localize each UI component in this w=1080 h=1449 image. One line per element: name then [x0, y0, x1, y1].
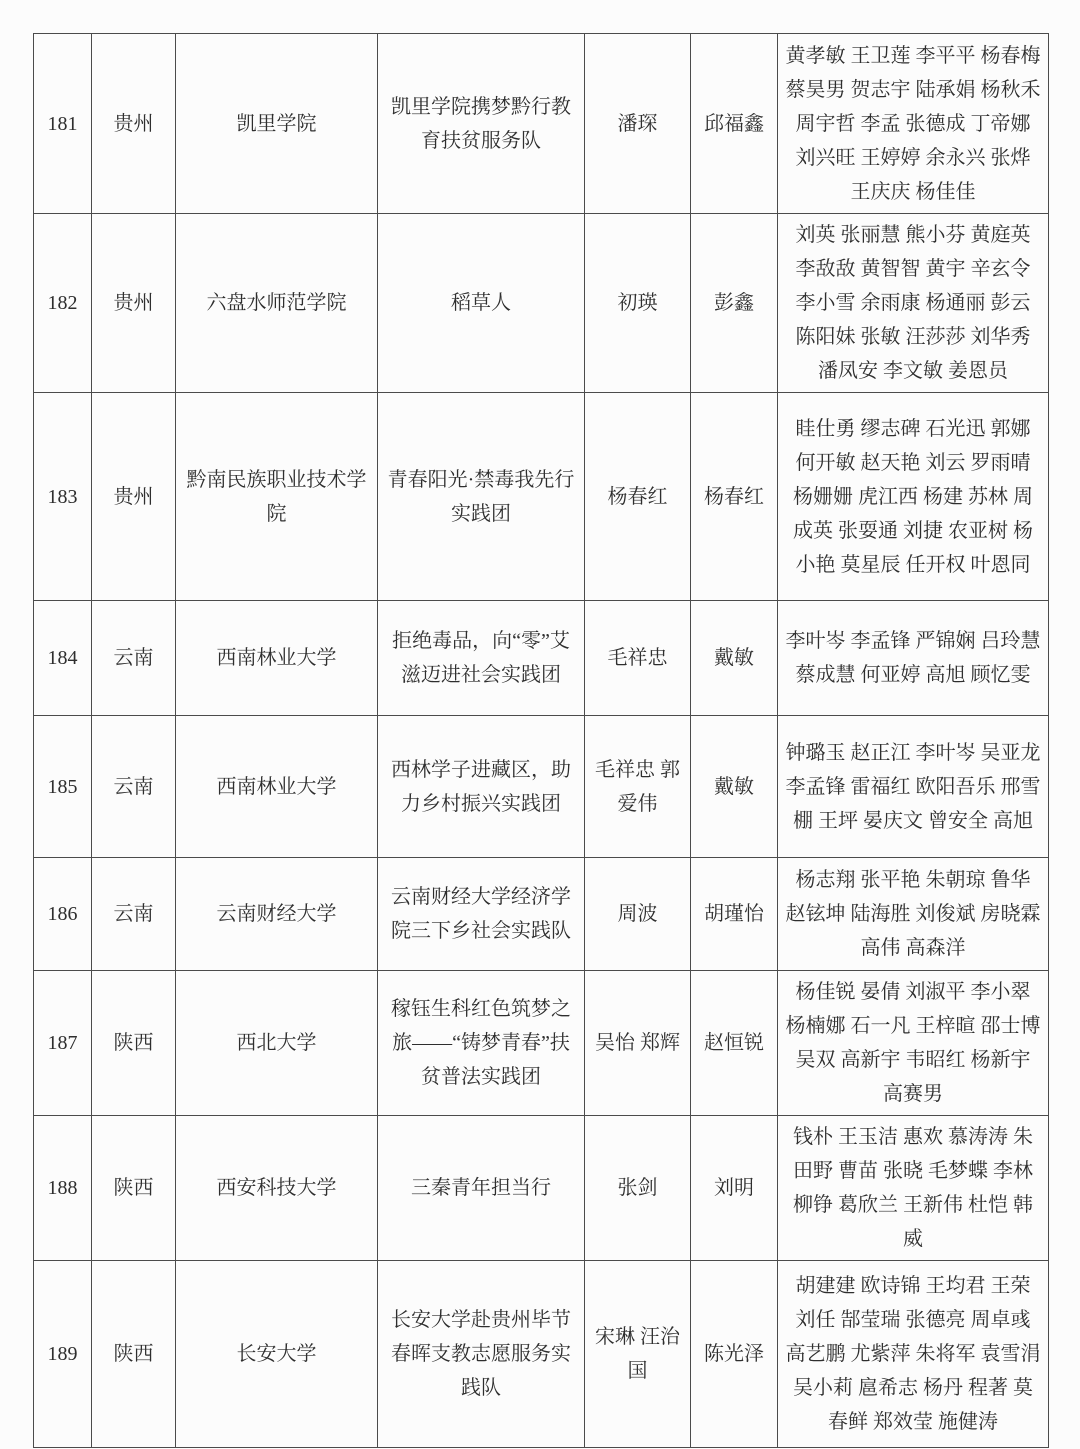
leader-cell: 彭鑫: [691, 214, 778, 393]
leader-cell: 陈光泽: [691, 1261, 778, 1448]
advisor-cell: 张剑: [585, 1116, 691, 1261]
leader-cell: 戴敏: [691, 716, 778, 858]
team-name-cell: 长安大学赴贵州毕节春晖支教志愿服务实践队: [378, 1261, 585, 1448]
leader-cell: 刘明: [691, 1116, 778, 1261]
advisor-cell: 初瑛: [585, 214, 691, 393]
row-number: 183: [34, 393, 92, 601]
school-name-cell: 云南财经大学: [176, 858, 378, 971]
advisor-cell: 毛祥忠: [585, 601, 691, 716]
advisor-cell: 毛祥忠 郭爱伟: [585, 716, 691, 858]
advisor-cell: 潘琛: [585, 34, 691, 214]
school-name-cell: 西安科技大学: [176, 1116, 378, 1261]
members-list-cell: 杨佳锐 晏倩 刘淑平 李小翠 杨楠娜 石一凡 王梓暄 邵士博 吴双 高新宇 韦昭红 杨新宇 高赛男: [778, 971, 1049, 1116]
row-number: 187: [34, 971, 92, 1116]
school-name-cell: 西南林业大学: [176, 716, 378, 858]
row-number: 185: [34, 716, 92, 858]
row-number: 188: [34, 1116, 92, 1261]
team-name-cell: 凯里学院携梦黔行教育扶贫服务队: [378, 34, 585, 214]
table-row: [34, 1116, 1049, 1261]
province-cell: 贵州: [92, 34, 176, 214]
team-roster-table: [33, 33, 1049, 1448]
table-row: [34, 716, 1049, 858]
row-number: 189: [34, 1261, 92, 1448]
table-row: [34, 858, 1049, 971]
school-name-cell: 六盘水师范学院: [176, 214, 378, 393]
members-list-cell: 李叶岑 李孟锋 严锦娴 吕玲慧 蔡成慧 何亚婷 高旭 顾忆雯: [778, 601, 1049, 716]
table-row: [34, 971, 1049, 1116]
members-list-cell: 黄孝敏 王卫莲 李平平 杨春梅 蔡昊男 贺志宇 陆承娟 杨秋禾 周宇哲 李孟 张德成 丁帝娜 刘兴旺 王婷婷 余永兴 张烨 王庆庆 杨佳佳: [778, 34, 1049, 214]
team-name-cell: 稻草人: [378, 214, 585, 393]
advisor-cell: 周波: [585, 858, 691, 971]
table-row: [34, 1261, 1049, 1448]
province-cell: 云南: [92, 716, 176, 858]
school-name-cell: 黔南民族职业技术学院: [176, 393, 378, 601]
table-row: [34, 393, 1049, 601]
table-row: [34, 34, 1049, 214]
advisor-cell: 吴怡 郑辉: [585, 971, 691, 1116]
leader-cell: 邱福鑫: [691, 34, 778, 214]
members-list-cell: 钱朴 王玉洁 惠欢 慕涛涛 朱田野 曹苗 张晓 毛梦蝶 李林 柳铮 葛欣兰 王新伟 杜恺 韩威: [778, 1116, 1049, 1261]
team-name-cell: 西林学子进藏区，助力乡村振兴实践团: [378, 716, 585, 858]
advisor-cell: 宋琳 汪治国: [585, 1261, 691, 1448]
province-cell: 陕西: [92, 971, 176, 1116]
team-name-cell: 三秦青年担当行: [378, 1116, 585, 1261]
province-cell: 陕西: [92, 1116, 176, 1261]
province-cell: 云南: [92, 858, 176, 971]
school-name-cell: 西北大学: [176, 971, 378, 1116]
team-name-cell: 拒绝毒品，向“零”艾滋迈进社会实践团: [378, 601, 585, 716]
province-cell: 贵州: [92, 393, 176, 601]
members-list-cell: 眭仕勇 缪志碑 石光迅 郭娜 何开敏 赵天艳 刘云 罗雨晴 杨姗姗 虎江西 杨建 苏林 周成英 张耍通 刘捷 农亚树 杨小艳 莫星辰 任开权 叶恩同: [778, 393, 1049, 601]
team-name-cell: 青春阳光·禁毒我先行实践团: [378, 393, 585, 601]
row-number: 184: [34, 601, 92, 716]
province-cell: 陕西: [92, 1261, 176, 1448]
school-name-cell: 长安大学: [176, 1261, 378, 1448]
province-cell: 贵州: [92, 214, 176, 393]
leader-cell: 杨春红: [691, 393, 778, 601]
leader-cell: 胡瑾怡: [691, 858, 778, 971]
table-row: [34, 601, 1049, 716]
team-name-cell: 云南财经大学经济学院三下乡社会实践队: [378, 858, 585, 971]
table-row: [34, 214, 1049, 393]
row-number: 181: [34, 34, 92, 214]
leader-cell: 赵恒锐: [691, 971, 778, 1116]
row-number: 182: [34, 214, 92, 393]
school-name-cell: 西南林业大学: [176, 601, 378, 716]
team-name-cell: 稼钰生科红色筑梦之旅——“铸梦青春”扶贫普法实践团: [378, 971, 585, 1116]
advisor-cell: 杨春红: [585, 393, 691, 601]
members-list-cell: 杨志翔 张平艳 朱朝琼 鲁华 赵铉坤 陆海胜 刘俊斌 房晓霖 高伟 高森洋: [778, 858, 1049, 971]
leader-cell: 戴敏: [691, 601, 778, 716]
school-name-cell: 凯里学院: [176, 34, 378, 214]
members-list-cell: 刘英 张丽慧 熊小芬 黄庭英 李敌敌 黄智智 黄宇 辛玄令 李小雪 余雨康 杨通丽 彭云 陈阳妹 张敏 汪莎莎 刘华秀 潘凤安 李文敏 姜恩员: [778, 214, 1049, 393]
members-list-cell: 钟璐玉 赵正江 李叶岑 吴亚龙 李孟锋 雷福红 欧阳吾乐 邢雪棚 王坪 晏庆文 曾安全 高旭: [778, 716, 1049, 858]
province-cell: 云南: [92, 601, 176, 716]
members-list-cell: 胡建建 欧诗锦 王均君 王荣 刘任 郜莹瑞 张德亮 周卓彧 高艺鹏 尤紫萍 朱将军 袁雪涓 吴小莉 扈希志 杨丹 程著 莫春鲜 郑效莹 施健涛: [778, 1261, 1049, 1448]
row-number: 186: [34, 858, 92, 971]
